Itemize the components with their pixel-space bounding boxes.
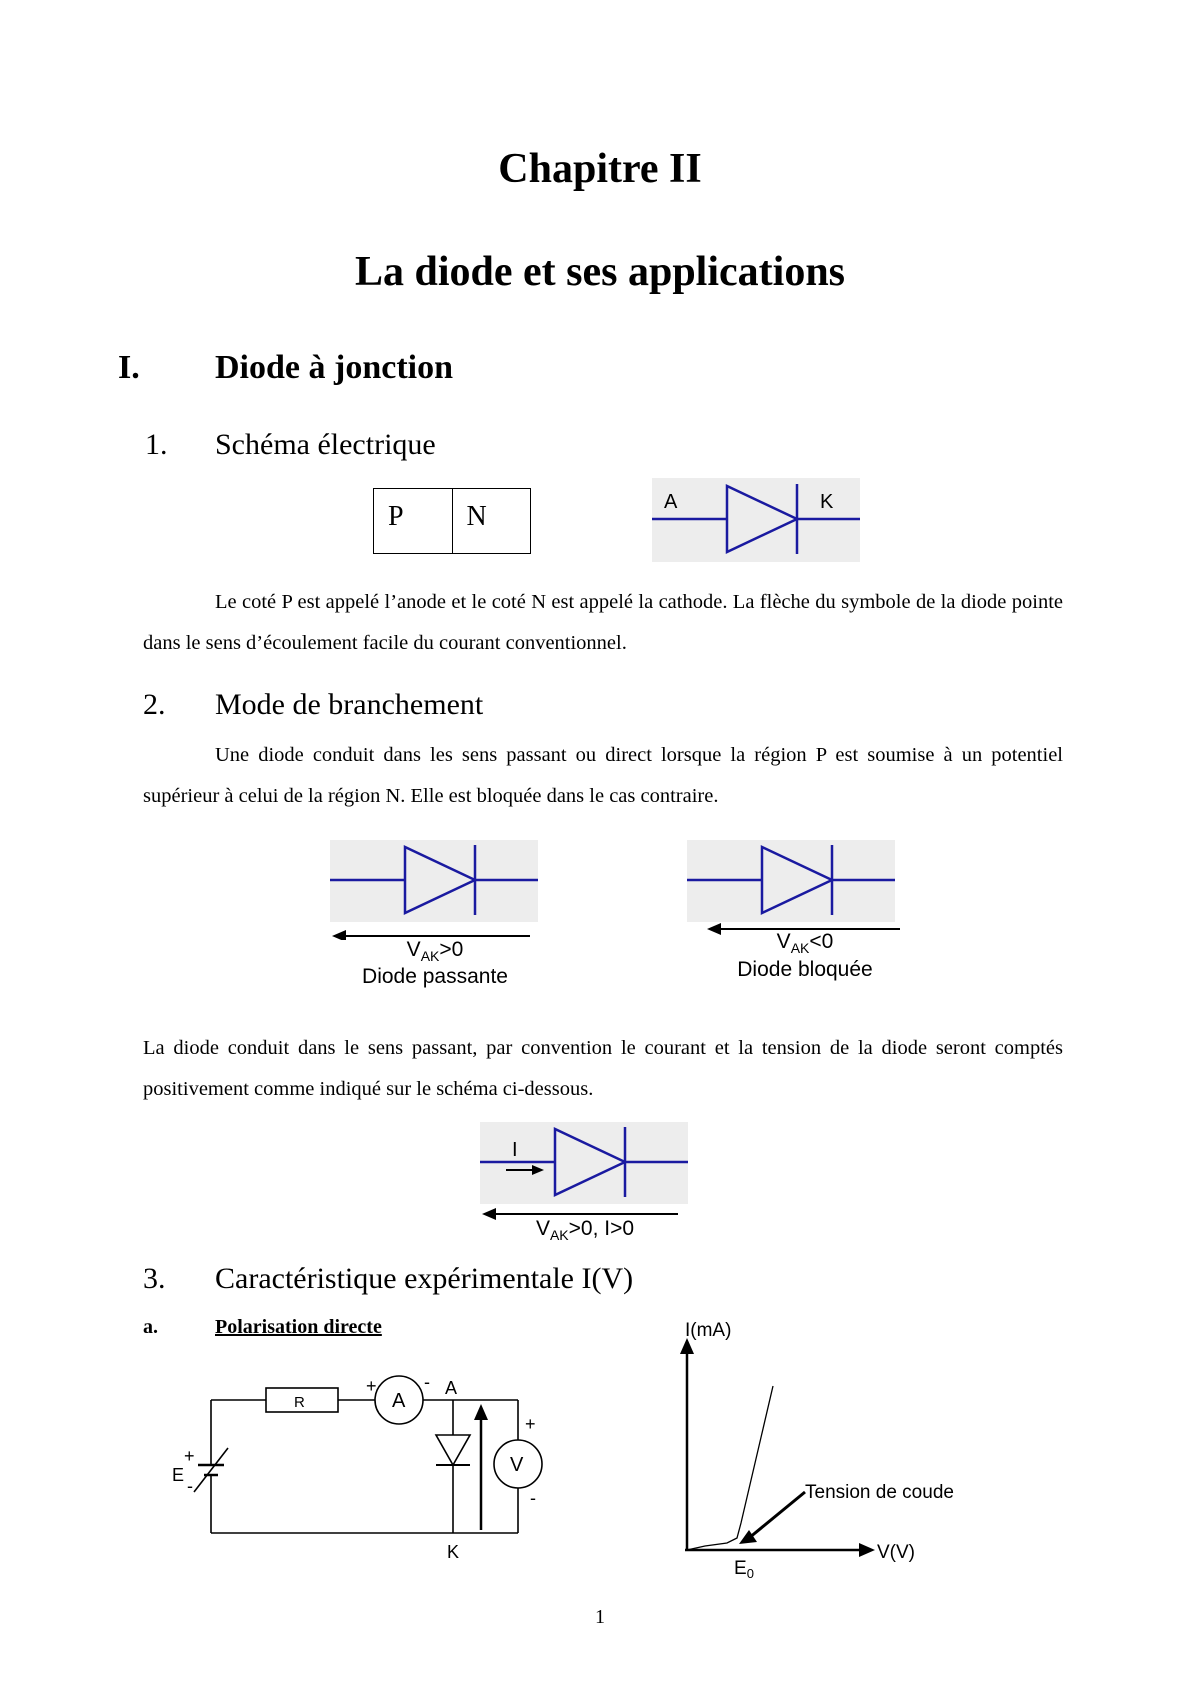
node-a-label: A	[445, 1378, 458, 1398]
paragraph-anode-cathode: Le coté P est appelé l’anode et le coté N est appelé la cathode. La flèche du symbole de la diode pointe dans le sens d’écoulement facile du courant conventionnel.	[143, 591, 1063, 654]
ammeter-label: A	[392, 1390, 406, 1412]
iv-characteristic-graph	[665, 1318, 985, 1578]
ammeter-minus: -	[424, 1372, 430, 1392]
subsection-1-number: 1.	[145, 428, 168, 461]
subsection-2-number: 2.	[143, 688, 166, 721]
vak-negative-label: $V_{AK}<0$	[776, 930, 834, 956]
section-title: Diode à jonction	[215, 349, 453, 386]
subsection-3-number: 3.	[143, 1262, 166, 1295]
label-k: K	[820, 491, 834, 513]
voltmeter-minus: -	[530, 1488, 536, 1508]
battery-minus: -	[187, 1476, 193, 1496]
pn-junction-box	[373, 488, 531, 554]
vak-positive-label: $V_{AK}>0$	[406, 938, 464, 964]
x-axis-arrow	[859, 1543, 875, 1557]
annotation-tension-de-coude: Tension de coude	[805, 1482, 954, 1503]
label-a: A	[664, 491, 678, 513]
voltmeter-label: V	[510, 1454, 524, 1476]
section-number: I.	[118, 349, 140, 386]
page-number: 1	[595, 1606, 605, 1628]
diode-bloquee-diagram	[687, 840, 902, 935]
subsection-2-title: Mode de branchement	[215, 688, 484, 721]
y-axis-label: I(mA)	[685, 1320, 732, 1341]
polarisation-circuit	[170, 1370, 550, 1570]
battery-e-label: E	[172, 1465, 185, 1485]
paragraph-conduction: Une diode conduit dans les sens passant ou direct lorsque la région P est soumise à un potentiel supérieur à celui de la région N. Elle est bloquée dans le cas contraire.	[143, 744, 1063, 807]
voltage-arrow-head	[474, 1404, 488, 1420]
voltmeter-plus: +	[525, 1414, 536, 1434]
diode-passante-caption: Diode passante	[362, 965, 508, 988]
subsubsection-a-title: Polarisation directe	[215, 1316, 382, 1338]
paragraph-convention: La diode conduit dans le sens passant, par convention le courant et la tension de la diode seront comptés positivement comme indiqué sur le schéma ci-dessous.	[143, 1037, 1063, 1100]
annotation-arrow-line	[749, 1492, 805, 1538]
chapter-subtitle: La diode et ses applications	[354, 249, 846, 295]
chapter-title: Chapitre II	[498, 146, 702, 192]
subsection-3-title: Caractéristique expérimentale I(V)	[215, 1262, 634, 1295]
circuit-diode-triangle	[436, 1435, 470, 1465]
e0-label: $E_0$	[734, 1558, 754, 1578]
diode-symbol-ak	[652, 478, 860, 562]
diode-bloquee-caption: Diode bloquée	[737, 958, 873, 981]
resistor-label: R	[294, 1394, 305, 1411]
iv-curve	[687, 1386, 773, 1550]
n-region: N	[466, 501, 487, 532]
diode-convention-diagram	[480, 1122, 690, 1222]
diode-passante-diagram	[330, 840, 540, 940]
battery-plus: +	[184, 1446, 195, 1466]
subsection-1-title: Schéma électrique	[215, 428, 436, 461]
ammeter-plus: +	[366, 1376, 377, 1396]
x-axis-label: V(V)	[877, 1542, 915, 1563]
p-region: P	[374, 489, 453, 553]
vak-i-label: $V_{AK}>0$, I>0	[535, 1217, 635, 1243]
node-k-label: K	[447, 1542, 460, 1562]
current-label: I	[512, 1139, 518, 1161]
subsubsection-a-number: a.	[143, 1316, 158, 1338]
